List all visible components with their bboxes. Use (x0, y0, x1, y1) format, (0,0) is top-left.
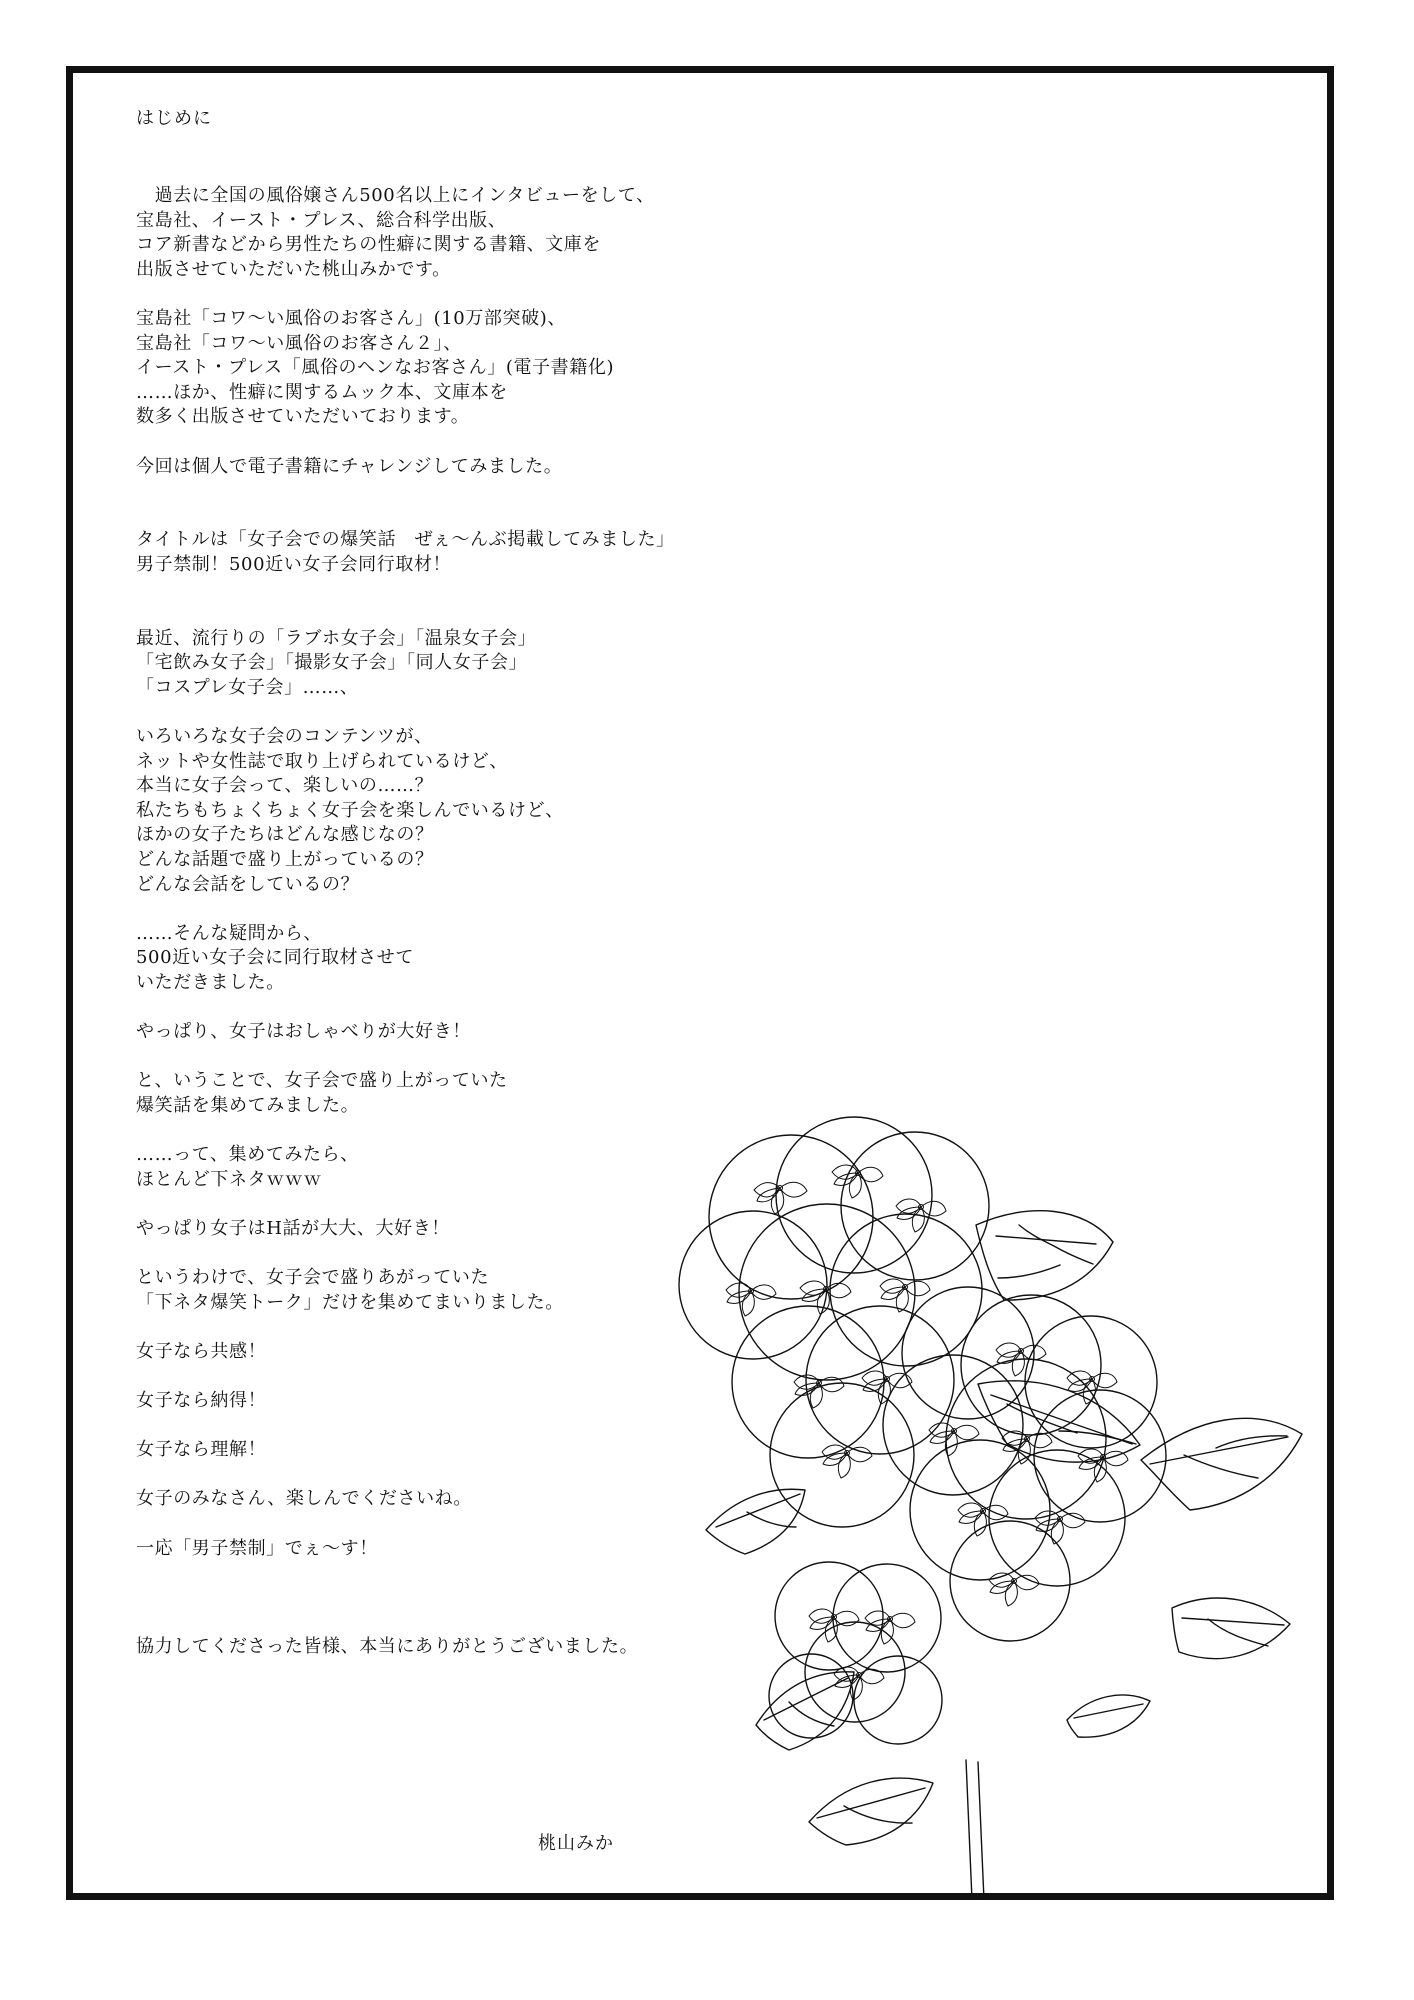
paragraph-intro (136, 184, 836, 282)
paragraph-questions (136, 725, 836, 897)
paragraph-challenge (136, 455, 836, 480)
text-line: 男子禁制！500近い女子会同行取材！ (136, 553, 452, 575)
text-line: 数多く出版させていただいております。 (136, 406, 470, 428)
paragraph-title (136, 528, 836, 577)
paragraph-trends (136, 627, 836, 701)
text-line: コア新書などから男性たちの性癖に関する書籍、文庫を (136, 234, 601, 256)
text-line: ほとんど下ネタｗｗｗ (136, 1168, 322, 1190)
text-line: 「コスプレ女子会」……、 (136, 676, 359, 698)
page-title: はじめに (136, 108, 212, 129)
text-line: 500近い女子会に同行取材させて (136, 947, 414, 969)
text-line: 女子なら理解！ (136, 1439, 267, 1461)
text-line: ……ほか、性癖に関するムック本、文庫本を (136, 381, 508, 403)
text-line: 宝島社「コワ〜い風俗のお客さん２」、 (136, 332, 462, 354)
text-line: 宝島社、イースト・プレス、総合科学出版、 (136, 209, 507, 231)
text-line: タイトルは「女子会での爆笑話 ぜぇ〜んぶ掲載してみました」 (136, 529, 675, 551)
text-line: 「下ネタ爆笑トーク」だけを集めてまいりました。 (136, 1291, 564, 1313)
text-line: やっぱり、女子はおしゃべりが大好き！ (136, 1021, 471, 1043)
text-line: 協力してくださった皆様、本当にありがとうございました。 (136, 1636, 639, 1658)
text-line: 女子なら納得！ (136, 1390, 267, 1412)
text-line: いろいろな女子会のコンテンツが、 (136, 726, 433, 748)
text-line: 最近、流行りの「ラブホ女子会」「温泉女子会」 (136, 627, 537, 649)
text-line: やっぱり女子はH話が大大、大好き！ (136, 1217, 450, 1239)
text-line: いただきました。 (136, 972, 285, 993)
text-line: ほかの女子たちはどんな感じなの？ (136, 824, 434, 846)
text-line: 女子のみなさん、楽しんでくださいね。 (136, 1488, 472, 1510)
text-line: 一応「男子禁制」でぇ〜す！ (136, 1537, 378, 1559)
text-line: 今回は個人で電子書籍にチャレンジしてみました。 (136, 455, 563, 477)
text-line: 爆笑話を集めてみました。 (136, 1094, 360, 1116)
text-line: 女子なら共感！ (136, 1340, 267, 1362)
text-line: ネットや女性誌で取り上げられているけど、 (136, 750, 508, 772)
text-line: 本当に女子会って、楽しいの……？ (136, 775, 434, 797)
hydrangea-flower-icon (636, 1080, 1326, 1900)
text-line: どんな話題で盛り上がっているの？ (136, 849, 434, 871)
author-signature: 桃山みか (538, 1833, 614, 1854)
text-line: 出版させていただいた桃山みかです。 (136, 258, 451, 280)
text-line: 「宅飲み女子会」「撮影女子会」「同人女子会」 (136, 652, 528, 674)
text-line: 私たちもちょくちょく女子会を楽しんでいるけど、 (136, 799, 564, 821)
paragraph-books (136, 307, 836, 430)
paragraph-coverage (136, 922, 836, 996)
text-line: ……そんな疑問から、 (136, 922, 322, 944)
paragraph-chatting (136, 1020, 836, 1045)
text-line: ……って、集めてみたら、 (136, 1144, 359, 1166)
text-line: と、いうことで、女子会で盛り上がっていた (136, 1070, 508, 1092)
hydrangea-illustration (636, 1080, 1326, 1900)
text-line: イースト・プレス「風俗のヘンなお客さん」(電子書籍化) (136, 357, 615, 379)
text-line: 過去に全国の風俗嬢さん500名以上にインタビューをして、 (136, 185, 655, 206)
text-line: 宝島社「コワ〜い風俗のお客さん」(10万部突破)、 (136, 307, 566, 329)
text-line: どんな会話をしているの？ (136, 873, 360, 895)
text-line: というわけで、女子会で盛りあがっていた (136, 1267, 490, 1289)
